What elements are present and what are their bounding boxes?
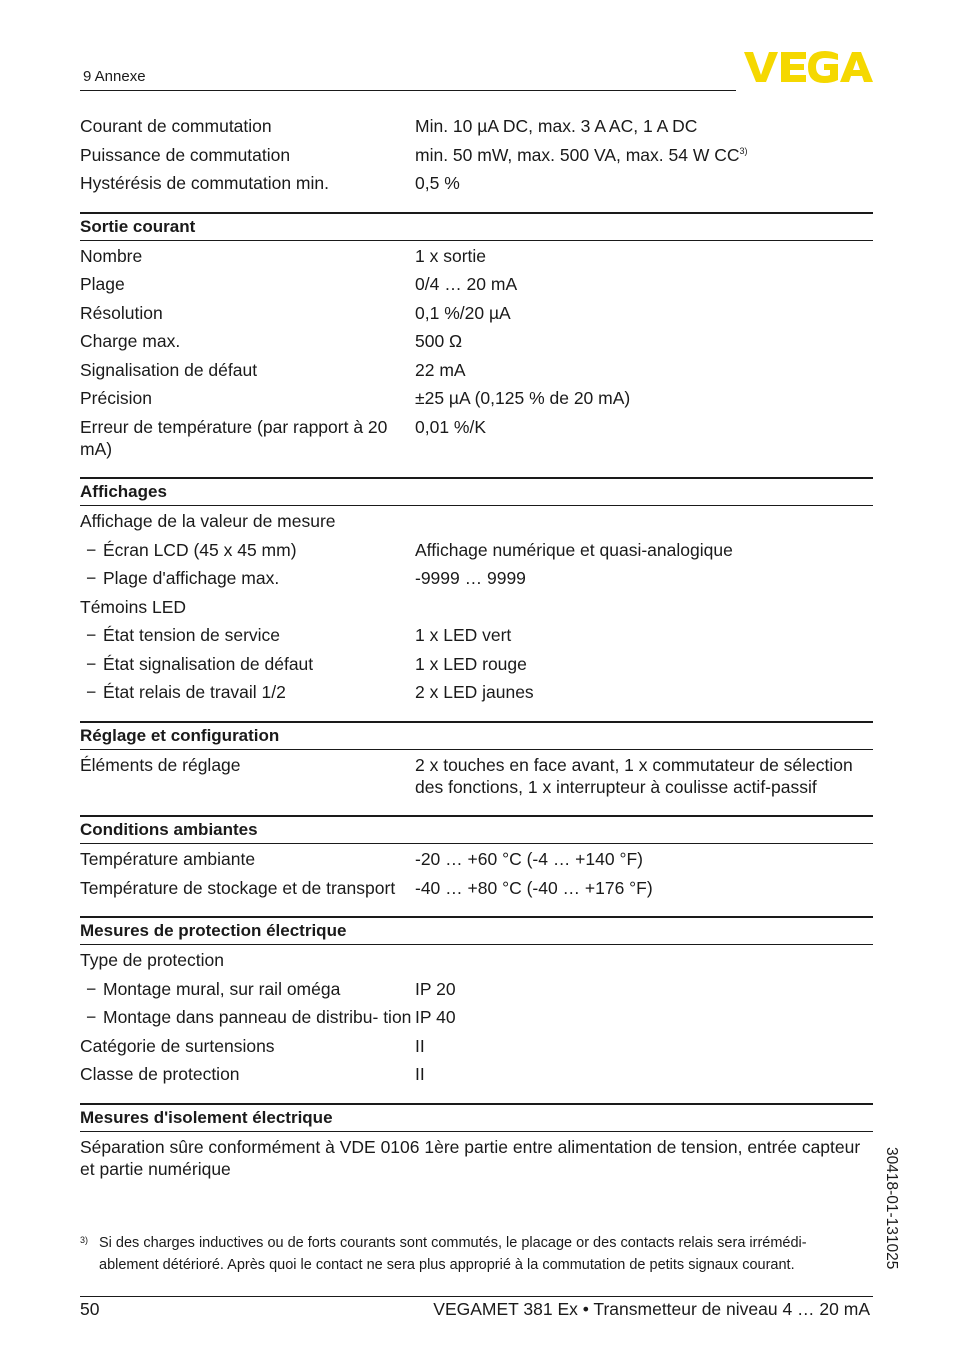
logo-letter-v	[744, 52, 778, 82]
bullet-dash: −	[86, 568, 97, 588]
spec-label: Puissance de commutation	[80, 144, 291, 165]
spec-label-text: Écran LCD (45 x 45 mm)	[103, 539, 297, 560]
spec-value	[415, 949, 873, 971]
spec-label	[80, 624, 415, 646]
header-divider	[80, 90, 736, 91]
spec-label: Nombre	[80, 245, 143, 266]
section-heading: Mesures de protection électrique	[80, 916, 873, 945]
spec-value-text: -20 … +60 °C (-4 … +140 °F)	[415, 849, 643, 869]
spec-row	[80, 507, 873, 536]
spec-value	[415, 245, 873, 267]
spec-value	[415, 539, 873, 561]
bullet-dash: −	[86, 978, 97, 999]
spec-label: Affichage de la valeur de mesure	[80, 511, 336, 531]
spec-value-text: 0,01 %/K	[415, 416, 487, 437]
page-number: 50	[80, 1299, 100, 1319]
spec-value	[415, 273, 873, 295]
spec-label: Résolution	[80, 302, 163, 323]
spec-section	[80, 1103, 873, 1184]
footnote-mark: 3)	[80, 1235, 89, 1245]
section-heading: Sortie courant	[80, 212, 873, 241]
spec-row	[80, 356, 873, 385]
spec-row	[80, 1032, 873, 1061]
spec-value-text: 0,5 %	[415, 173, 460, 193]
footnote-ref: 3)	[739, 145, 748, 156]
spec-row	[80, 874, 873, 903]
spec-label: Charge max.	[80, 331, 181, 351]
bullet-dash: −	[86, 653, 97, 674]
spec-value-text: Min. 10 µA DC, max. 3 A AC, 1 A DC	[415, 116, 698, 136]
spec-value-text: 22 mA	[415, 359, 466, 380]
spec-value-text: 1 x LED vert	[415, 625, 512, 645]
spec-row	[80, 169, 873, 198]
spec-value-text: Affichage numérique et quasi-analogique	[415, 539, 733, 560]
spec-label-text: Plage d'affichage max.	[103, 568, 280, 588]
spec-value-text: 1 x sortie	[415, 245, 486, 266]
spec-label: Hystérésis de commutation min.	[80, 173, 329, 193]
vega-logo	[742, 50, 874, 84]
spec-label: Témoins LED	[80, 596, 187, 617]
spec-label: Signalisation de défaut	[80, 359, 258, 380]
spec-section	[80, 477, 873, 707]
spec-value	[415, 359, 873, 381]
spec-content	[80, 112, 873, 1183]
spec-value	[415, 144, 873, 166]
spec-value	[415, 596, 873, 618]
spec-label	[80, 681, 415, 703]
spec-value-text: II	[415, 1064, 425, 1084]
spec-value-text: -9999 … 9999	[415, 568, 526, 588]
spec-subrow	[80, 1003, 873, 1032]
spec-value	[415, 387, 873, 409]
spec-label-text: Montage mural, sur rail oméga	[103, 978, 341, 999]
spec-value	[415, 567, 873, 589]
spec-value-text: min. 50 mW, max. 500 VA, max. 54 W CC	[415, 144, 740, 165]
spec-value	[415, 302, 873, 324]
spec-value-text: 500 Ω	[415, 331, 463, 351]
spec-label: Courant de commutation	[80, 116, 272, 136]
spec-value	[415, 1006, 873, 1028]
document-id: 30418-01-131025	[883, 1147, 900, 1270]
spec-row	[80, 141, 873, 170]
spec-value	[415, 1035, 873, 1057]
spec-value	[415, 848, 873, 870]
spec-value-text: 0,1 %/20 µA	[415, 302, 511, 323]
spec-subrow	[80, 536, 873, 565]
spec-section	[80, 815, 873, 902]
spec-row	[80, 751, 873, 802]
spec-row	[80, 384, 873, 413]
logo-letter-a	[840, 52, 873, 82]
bullet-dash: −	[86, 539, 97, 560]
bullet-dash: −	[86, 625, 97, 645]
spec-label: Catégorie de surtensions	[80, 1035, 275, 1056]
spec-row	[80, 242, 873, 271]
spec-section	[80, 721, 873, 802]
spec-value-text: 0/4 … 20 mA	[415, 274, 518, 294]
spec-value	[415, 115, 873, 137]
logo-letter-g	[808, 51, 838, 83]
spec-section	[80, 916, 873, 1089]
spec-row	[80, 299, 873, 328]
spec-value	[415, 624, 873, 646]
footnote	[80, 1233, 870, 1276]
spec-label: Température ambiante	[80, 849, 256, 869]
spec-value-text: 2 x touches en face avant, 1 x commutateur de sélection des fonctions, 1 x interrupteur à coulisse actif-passif	[415, 754, 853, 797]
chapter-heading: 9 Annexe	[83, 68, 146, 85]
spec-label	[80, 1006, 415, 1028]
spec-label: Classe de protection	[80, 1064, 240, 1084]
bullet-dash: −	[86, 1007, 97, 1027]
spec-row	[80, 845, 873, 874]
spec-row	[80, 1060, 873, 1089]
section-heading: Conditions ambiantes	[80, 815, 873, 844]
spec-subrow	[80, 621, 873, 650]
document-title: VEGAMET 381 Ex • Transmetteur de niveau 4 … 20 mA	[433, 1299, 870, 1319]
spec-row	[80, 593, 873, 622]
spec-subrow	[80, 975, 873, 1004]
spec-value-text: 1 x LED rouge	[415, 653, 527, 674]
spec-label: Précision	[80, 388, 152, 408]
spec-value	[415, 1063, 873, 1085]
spec-value-text: -40 … +80 °C (-40 … +176 °F)	[415, 877, 653, 898]
spec-row	[80, 112, 873, 141]
bullet-dash: −	[86, 682, 97, 702]
spec-value-text: 2 x LED jaunes	[415, 682, 534, 702]
spec-value	[415, 330, 873, 352]
spec-value-text: ±25 µA (0,125 % de 20 mA)	[415, 388, 631, 408]
spec-subrow	[80, 650, 873, 679]
spec-value-text: IP 40	[415, 1007, 456, 1027]
spec-label	[80, 653, 415, 675]
section-text: Séparation sûre conformément à VDE 0106 1ère partie entre alimentation de tension, entrée capteur et partie numérique	[80, 1136, 861, 1179]
spec-value	[415, 416, 873, 460]
spec-row	[80, 327, 873, 356]
spec-label: Erreur de température (par rapport à 20 mA)	[80, 416, 388, 459]
section-heading: Réglage et configuration	[80, 721, 873, 750]
spec-label: Température de stockage et de transport	[80, 877, 396, 898]
spec-value	[415, 172, 873, 194]
spec-label-text: État signalisation de défaut	[103, 653, 314, 674]
spec-value-text: IP 20	[415, 978, 456, 999]
spec-value-text: II	[415, 1035, 425, 1056]
spec-value	[415, 681, 873, 703]
spec-value	[415, 510, 873, 532]
spec-subrow	[80, 564, 873, 593]
spec-label: Éléments de réglage	[80, 754, 241, 775]
spec-subrow	[80, 678, 873, 707]
section-heading: Mesures d'isolement électrique	[80, 1103, 873, 1132]
spec-row	[80, 413, 873, 464]
spec-row	[80, 946, 873, 975]
footnote-text: Si des charges inductives ou de forts courants sont commutés, le placage or des contacts relais sera irrémédi- ablement détérioré. Après quoi le contact ne sera plus approprié à la commutation de petits signaux courant.	[99, 1235, 807, 1273]
spec-value	[415, 754, 873, 798]
spec-label-text: État relais de travail 1/2	[103, 682, 286, 702]
spec-value	[415, 877, 873, 899]
spec-label-text: Montage dans panneau de distribu- tion	[103, 1007, 412, 1027]
logo-letter-e	[781, 52, 806, 82]
footer-divider	[80, 1296, 873, 1297]
spec-row	[80, 270, 873, 299]
spec-section	[80, 212, 873, 464]
spec-value	[415, 653, 873, 675]
spec-label	[80, 539, 415, 561]
spec-label	[80, 567, 415, 589]
spec-label-text: État tension de service	[103, 625, 281, 645]
spec-label: Type de protection	[80, 950, 224, 970]
section-heading: Affichages	[80, 477, 873, 506]
spec-label	[80, 978, 415, 1000]
spec-label: Plage	[80, 274, 125, 294]
spec-value	[415, 978, 873, 1000]
